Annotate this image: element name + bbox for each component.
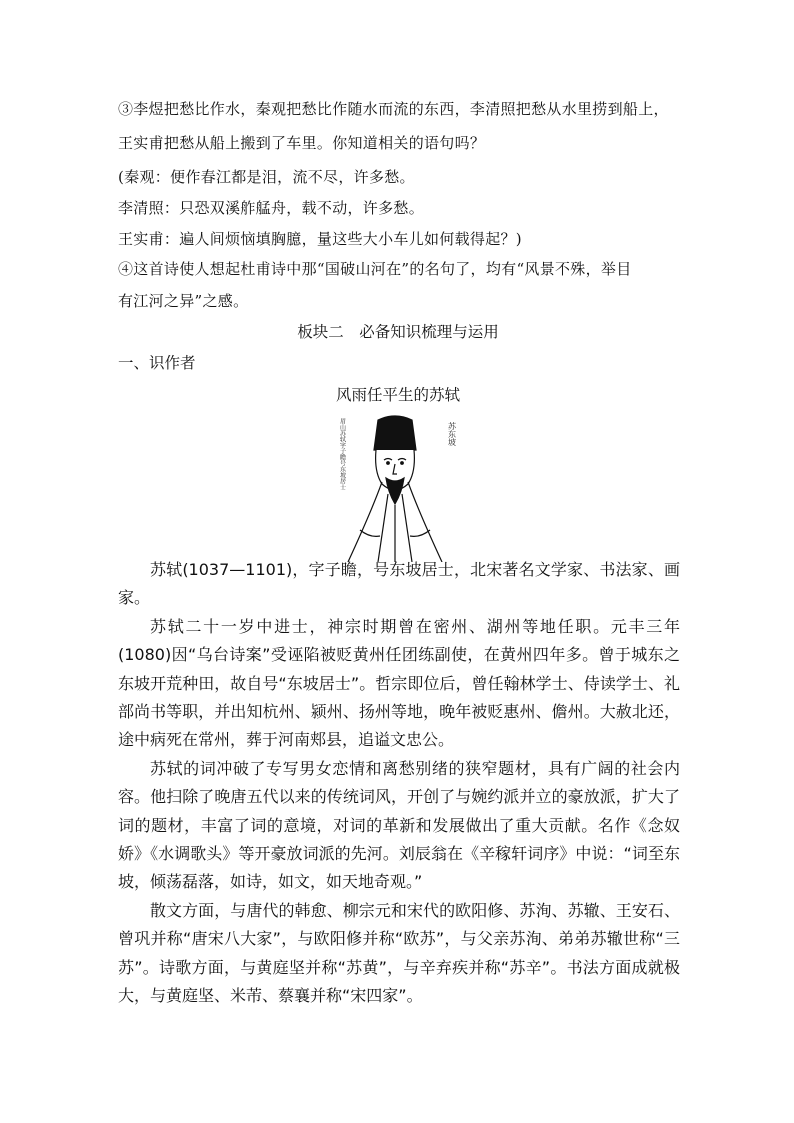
note-4-line-1: ④这首诗使人想起杜甫诗中那“国破山河在”的名句了，均有“风景不殊，举目 — [118, 260, 632, 278]
section-title: 板块二 必备知识梳理与运用 — [297, 323, 499, 341]
note-qin-guan: (秦观：便作春江都是泪，流不尽，许多愁。 — [118, 168, 415, 186]
note-3-line-1: ③李煜把愁比作水，秦观把愁比作随水而流的东西，李清照把愁从水里捞到船上， — [118, 100, 669, 118]
note-3-line-2: 王实甫把愁从船上搬到了车里。你知道相关的语句吗？ — [118, 134, 486, 152]
biography — [118, 556, 680, 1011]
paragraph-prose-poetry-calligraphy: 散文方面，与唐代的韩愈、柳宗元和宋代的欧阳修、苏洵、苏辙、王安石、曾巩并称“唐宋八大家”，与欧阳修并称“欧苏”，与父亲苏洵、弟弟苏辙世称“三苏”。诗歌方面，与黄庭坚并称“苏黄”，与辛弃疾并称“苏辛”。书法方面成就极大，与黄庭坚、米芾、蔡襄并称“宋四家”。 — [118, 900, 680, 1006]
paragraph-intro: 苏轼(1037—1101)，字子瞻，号东坡居士，北宋著名文学家、书法家、画家。 — [118, 560, 680, 608]
section-subtitle: 一、识作者 — [118, 354, 196, 372]
topic-title: 风雨任平生的苏轼 — [335, 386, 460, 404]
paragraph-career: 苏轼二十一岁中进士，神宗时期曾在密州、湖州等地任职。元丰三年(1080)因“乌台诗案”受诬陷被贬黄州任团练副使，在黄州四年多。曾于城东之东坡开荒种田，故自号“东坡居士”。哲宗即位后，曾任翰林学士、侍读学士、礼部尚书等职，并出知杭州、颍州、扬州等地，晚年被贬惠州、儋州。大赦北还，途中病死在常州，葬于河南郏县，追谥文忠公。 — [118, 616, 680, 750]
portrait-caption-right: 苏东坡 — [447, 422, 457, 446]
note-li-qingzhao: 李清照：只恐双溪舴艋舟，载不动，许多愁。 — [118, 199, 425, 217]
portrait-figure — [348, 416, 442, 562]
portrait-caption-left: 眉山苏轼字子瞻号东坡居士 — [338, 418, 346, 490]
su-shi-portrait — [330, 410, 460, 562]
paragraph-ci-poetry: 苏轼的词冲破了专写男女恋情和离愁别绪的狭窄题材，具有广阔的社会内容。他扫除了晚唐五代以来的传统词风，开创了与婉约派并立的豪放派，扩大了词的题材，丰富了词的意境，对词的革新和发展做出了重大贡献。名作《念奴娇》《水调歌头》等开豪放词派的先河。刘辰翁在《辛稼轩词序》中说：“词至东坡，倾荡磊落，如诗，如文，如天地奇观。” — [118, 758, 680, 892]
note-wang-shifu: 王实甫：遍人间烦恼填胸臆，量这些大小车儿如何载得起？) — [118, 230, 522, 248]
note-4-line-2: 有江河之异”之感。 — [118, 292, 249, 310]
